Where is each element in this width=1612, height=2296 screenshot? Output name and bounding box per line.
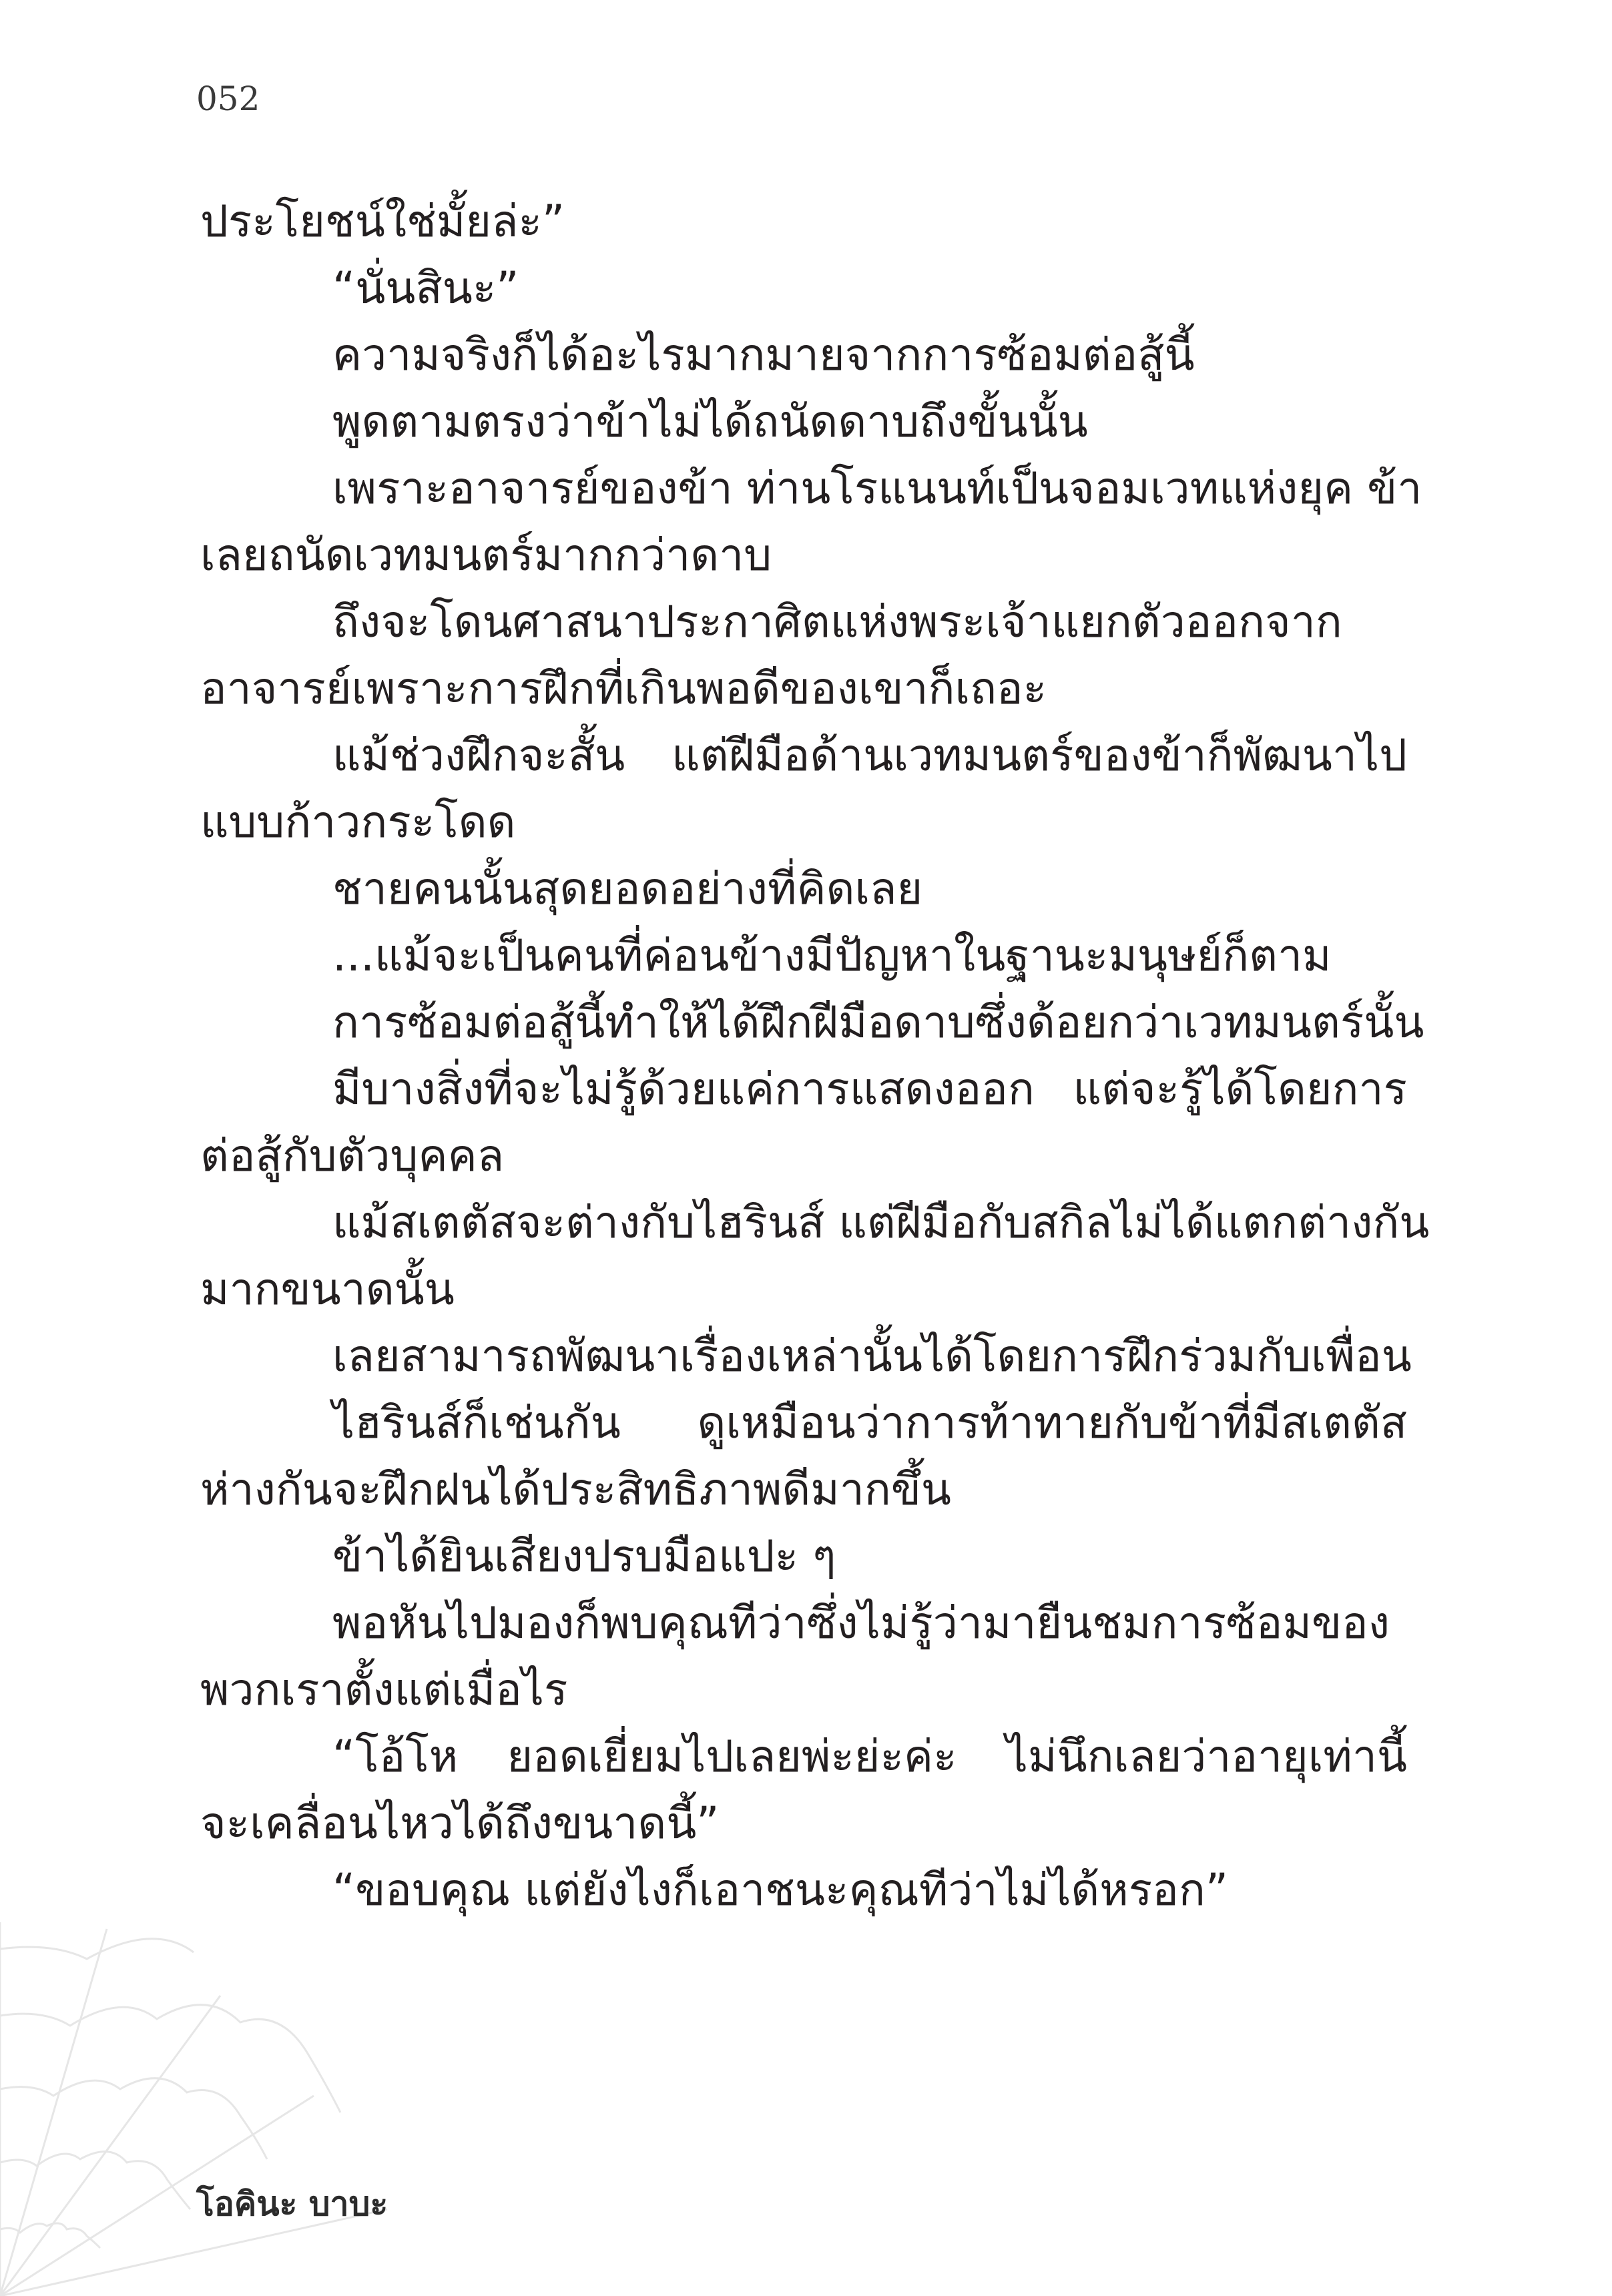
text-line: จะเคลื่อนไหวได้ถึงขนาดนี้”	[200, 1797, 720, 1849]
text-line: พวกเราตั้งแต่เมื่อไร	[200, 1664, 568, 1715]
page-number: 052	[196, 79, 260, 118]
text-line: ชายคนนั้นสุดยอดอย่างที่คิดเลย	[332, 863, 923, 914]
text-line: ไฮรินส์ก็เช่นกัน ดูเหมือนว่าการท้าทายกับข้าที่มีสเตตัส	[332, 1397, 1407, 1448]
text-line: ถึงจะโดนศาสนาประกาศิตแห่งพระเจ้าแยกตัวออกจาก	[332, 596, 1342, 647]
text-line: อาจารย์เพราะการฝึกที่เกินพอดีของเขาก็เถอะ	[200, 663, 1047, 714]
text-line: พูดตามตรงว่าข้าไม่ได้ถนัดดาบถึงขั้นนั้น	[332, 396, 1088, 447]
spiderweb-decoration	[0, 1922, 414, 2296]
text-line: “ขอบคุณ แต่ยังไงก็เอาชนะคุณทีว่าไม่ได้หรอก”	[332, 1864, 1229, 1916]
text-line: “โอ้โห ยอดเยี่ยมไปเลยพ่ะย่ะค่ะ ไม่นึกเลยว่าอายุเท่านี้	[332, 1731, 1407, 1782]
text-line: ความจริงก็ได้อะไรมากมายจากการซ้อมต่อสู้นี้	[332, 329, 1195, 380]
text-line: พอหันไปมองก็พบคุณทีว่าซึ่งไม่รู้ว่ามายืนชมการซ้อมของ	[332, 1597, 1390, 1649]
text-line: ...แม้จะเป็นคนที่ค่อนข้างมีปัญหาในฐานะมนุษย์ก็ตาม	[332, 930, 1332, 981]
text-line: แม้ช่วงฝึกจะสั้น แต่ฝีมือด้านเวทมนตร์ของข้าก็พัฒนาไป	[332, 730, 1407, 781]
text-line: ต่อสู้กับตัวบุคคล	[200, 1130, 505, 1181]
text-line: เลยสามารถพัฒนาเรื่องเหล่านั้นได้โดยการฝึกร่วมกับเพื่อน	[332, 1330, 1412, 1382]
text-line: การซ้อมต่อสู้นี้ทำให้ได้ฝึกฝีมือดาบซึ่งด้อยกว่าเวทมนตร์นั้น	[332, 996, 1424, 1048]
text-line: เลยถนัดเวทมนตร์มากกว่าดาบ	[200, 529, 772, 581]
text-line: มีบางสิ่งที่จะไม่รู้ด้วยแค่การแสดงออก แต่จะรู้ได้โดยการ	[332, 1063, 1407, 1115]
text-line: ประโยชน์ใช่มั้ยล่ะ”	[200, 196, 565, 247]
text-line: แม้สเตตัสจะต่างกับไฮรินส์ แต่ฝีมือกับสกิลไม่ได้แตกต่างกัน	[332, 1197, 1430, 1248]
text-line: มากขนาดนั้น	[200, 1263, 455, 1315]
text-line: ข้าได้ยินเสียงปรบมือแปะ ๆ	[332, 1530, 836, 1582]
text-line: แบบก้าวกระโดด	[200, 796, 516, 848]
footer-author-name: โอคินะ บาบะ	[196, 2185, 388, 2223]
text-line: ห่างกันจะฝึกฝนได้ประสิทธิภาพดีมากขึ้น	[200, 1464, 952, 1515]
text-line: “นั่นสินะ”	[332, 262, 519, 314]
text-line: เพราะอาจารย์ของข้า ท่านโรแนนท์เป็นจอมเวทแห่งยุค ข้า	[332, 463, 1422, 514]
